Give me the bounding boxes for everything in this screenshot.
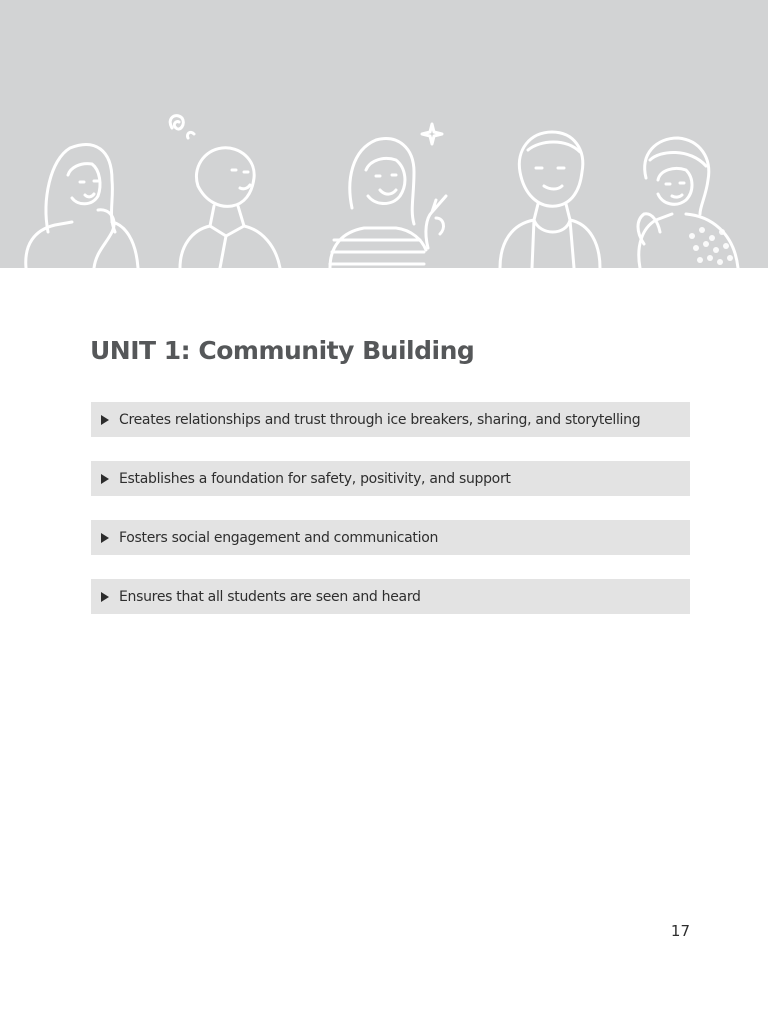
triangle-bullet-icon [101,533,109,543]
triangle-bullet-icon [101,592,109,602]
students-illustration [0,0,768,268]
unit-title: UNIT 1: Community Building [90,336,475,365]
list-item-text: Fosters social engagement and communication [119,529,439,546]
header-banner [0,0,768,268]
unit-points-list [91,402,690,638]
student-figure [26,145,138,268]
triangle-bullet-icon [101,415,109,425]
list-item-text: Ensures that all students are seen and heard [119,588,421,605]
list-item [91,579,690,614]
triangle-bullet-icon [101,474,109,484]
list-item-text: Establishes a foundation for safety, positivity, and support [119,470,511,487]
list-item [91,461,690,496]
student-figure [500,132,600,268]
list-item-text: Creates relationships and trust through ice breakers, sharing, and storytelling [119,411,641,428]
student-figure [330,124,446,268]
student-figure [170,116,280,268]
student-figure [638,138,738,268]
list-item [91,402,690,437]
list-item [91,520,690,555]
page-number: 17 [670,922,690,940]
